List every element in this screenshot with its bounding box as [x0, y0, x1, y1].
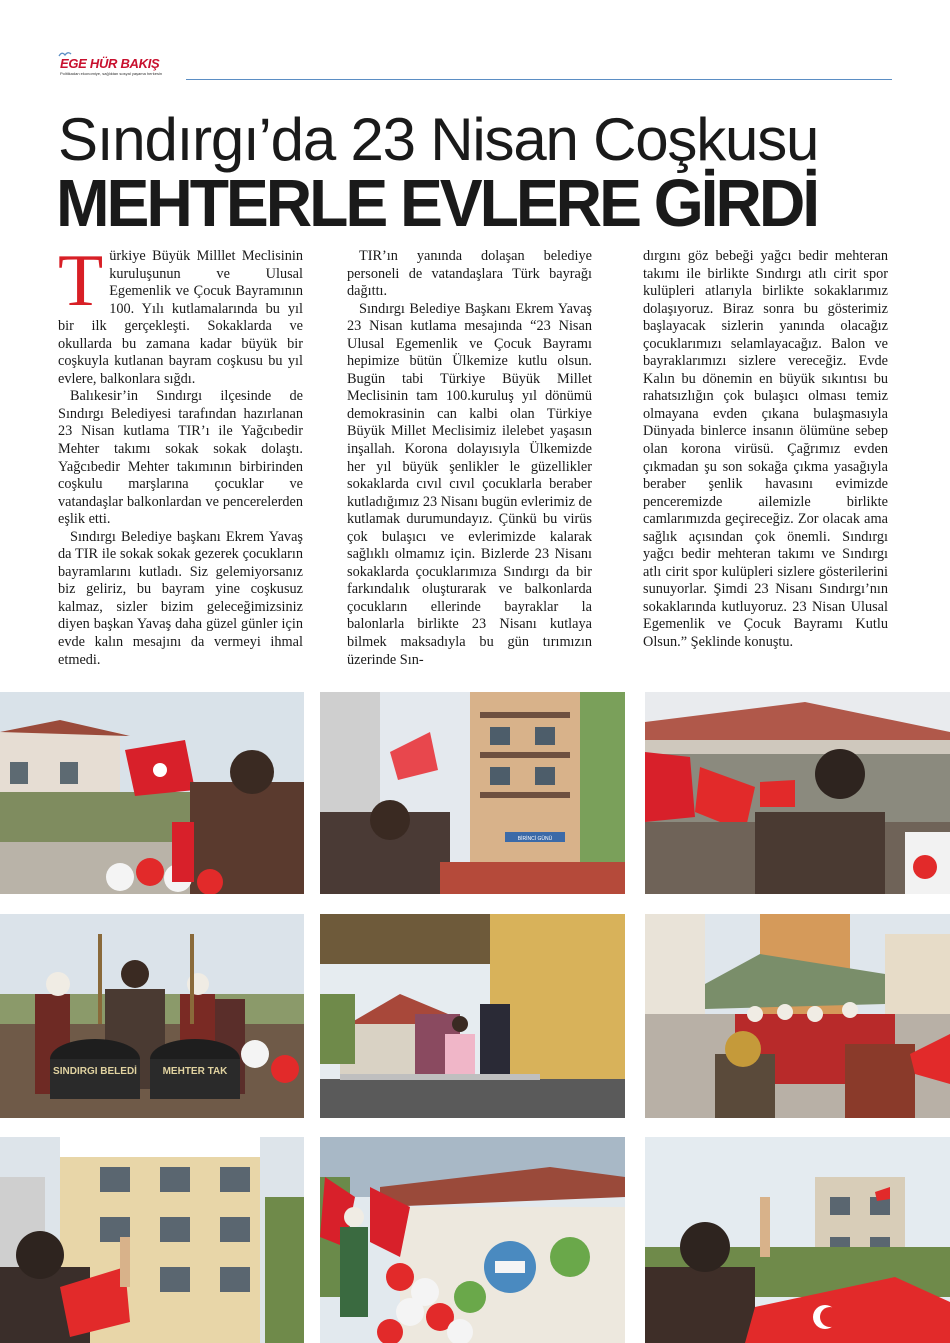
truck-banner-text: SINDIRGI BELEDİ — [53, 1066, 137, 1077]
drop-cap: T — [58, 240, 104, 322]
article-column-1 — [58, 240, 303, 669]
photo-mayor-waving-flag — [0, 692, 304, 894]
shop-sign: BİRİNCİ GÜNÜ — [517, 836, 553, 842]
masthead — [58, 50, 892, 82]
publication-tagline: Politikadan ekonomiye, sağlıktan sosyal yaşama herkesin — [60, 71, 163, 76]
headline-line-2: MEHTERLE EVLERE GİRDİ — [56, 166, 818, 241]
drum-text: MEHTER TAK — [162, 1066, 228, 1077]
paragraph: dırgını göz bebeği yağcı bedir mehteran takımı ile birlikte Sındırgı atlı cirit spor kulüpleri atlarıyla birlikte sokaklarımız dolaşıyoruz. Biraz sonra bu gösterimiz başlayacak sizlerin yanında olacağız çocuklarımızı selamlayacağız. Balon ve bayraklarımızı sizlere vereceğiz. Evde Kalın bu dönemin en büyük sıkıntısı bu rahatsızlığın çok bulaşıcı olması temiz olmayana evden çıkana bulaşmasıyla Dünyada binlerce insanın ölümüne sebep olan korona virüsü. Çağrımız evden çıkmadan şu son sokağa çıkma yasağıyla beraber şenlik havasını evimizde penceremizde ailemizle birlikte camlarımızda geçireceğiz. Zor olacak ama sağlık açısından çok önemli. Sındırgı yağcı bedir mehteran takımı ve Sındırgı atlı cirit spor kulüpleri sizlere gösterilerini sunuyorlar. Şimdi 23 Nisanı Sındırgı’nın sokaklarında kutluyoruz. 23 Nisan Ulusal Egemenlik ve Çocuk Bayramı Kutlu Olsun.” Şeklinde konuştu. — [643, 248, 888, 651]
paragraph: Sındırgı Belediye başkanı Ekrem Yavaş da TIR ile sokak sokak gezerek çocukların bayramlarını kutladı. Siz gelemiyorsanız biz geliriz, bu bayram yine coşkusuz kalmaz, sizler bizim geleceğimizsiniz diyen başkan Yavaş daha güzel günler için evde kalın mesajını da vermeyi ihmal etmedi. — [58, 528, 303, 668]
paragraph: Sındırgı Belediye Başkanı Ekrem Yavaş 23 Nisan kutlama mesajında “23 Nisan Ulusal Egemenlik ve Çocuk Bayramı hepimize bütün Ülkemize kutlu olsun. Bugün tabi Türkiye Büyük Millet Meclisinin tam 100.kuruluş yıl dönümü demokrasinin can kalbi olan Türkiye Büyük Millet Meclisimiz ilelebet yaşasın inşallah. Korona dolayısıyla Ülkemizde her yıl büyük şenlikler le güzellikler sokaklarda cıvıl cıvıl çocuklarla beraber kutladığımız 23 Nisanı bugün evlerimiz de kutlamak durumundayız. Çünkü bu virüs çok bulaşıcı ve evlerimizde kalarak sağlıklı olmamız için. Bizlerde 23 Nisanı sokaklarda çocuklarımıza Sındırgı da bir farkındalık oluşturarak ve balkonlarda çocukların ellerinde bayraklar la balonlarla birlikte 23 Nisanı kutlaya bilmek maksadıyla bu gün tırımızın üzerinde Sın- — [347, 300, 592, 668]
headline-line-1: Sındırgı’da 23 Nisan Coşkusu — [58, 106, 819, 173]
publication-logo: EGE HÜR BAKIŞ — [60, 56, 160, 71]
paragraph: Balıkesir’in Sındırgı ilçesinde de Sındırgı Belediyesi tarafından hazırlanan 23 Nisan kutlama TIR’ı ile Yağcıbedir Mehter takımı sokak sokak dolaştı. Yağcıbedir Mehter takımının birbirinden coşkulu marşlarına çocuklar ve vatandaşlar balkonlardan ve pencerelerden eşlik etti. — [58, 388, 303, 528]
photo-mural-balloons — [320, 1137, 625, 1343]
article-column-3 — [643, 248, 888, 652]
paragraph: TIR’ın yanında dolaşan belediye personeli de vatandaşlara Türk bayrağı dağıttı. — [347, 248, 592, 300]
photo-mehter-band — [0, 914, 304, 1118]
paragraph: ürkiye Büyük Milllet Meclisinin kuruluşunun ve Ulusal Egemenlik ve Çocuk Bayramının 100. Yılı kutlamalarında bu yıl bir ilk gerçekleşti. Sokaklarda ve okullarda bu zamana kadar büyük bir coşkuyla kutlanan bayram coşkusu bu yıl evlere, balkonlara sığdı. — [58, 248, 303, 387]
photo-children-balcony — [320, 914, 625, 1118]
article-column-2 — [347, 248, 592, 669]
photo-flags-rooftops — [645, 692, 950, 894]
masthead-rule — [186, 79, 892, 80]
photo-street-parade — [645, 914, 950, 1118]
photo-mayor-apartment-wave — [0, 1137, 304, 1343]
photo-mayor-big-flag — [645, 1137, 950, 1343]
photo-apartment-balconies — [320, 692, 625, 894]
